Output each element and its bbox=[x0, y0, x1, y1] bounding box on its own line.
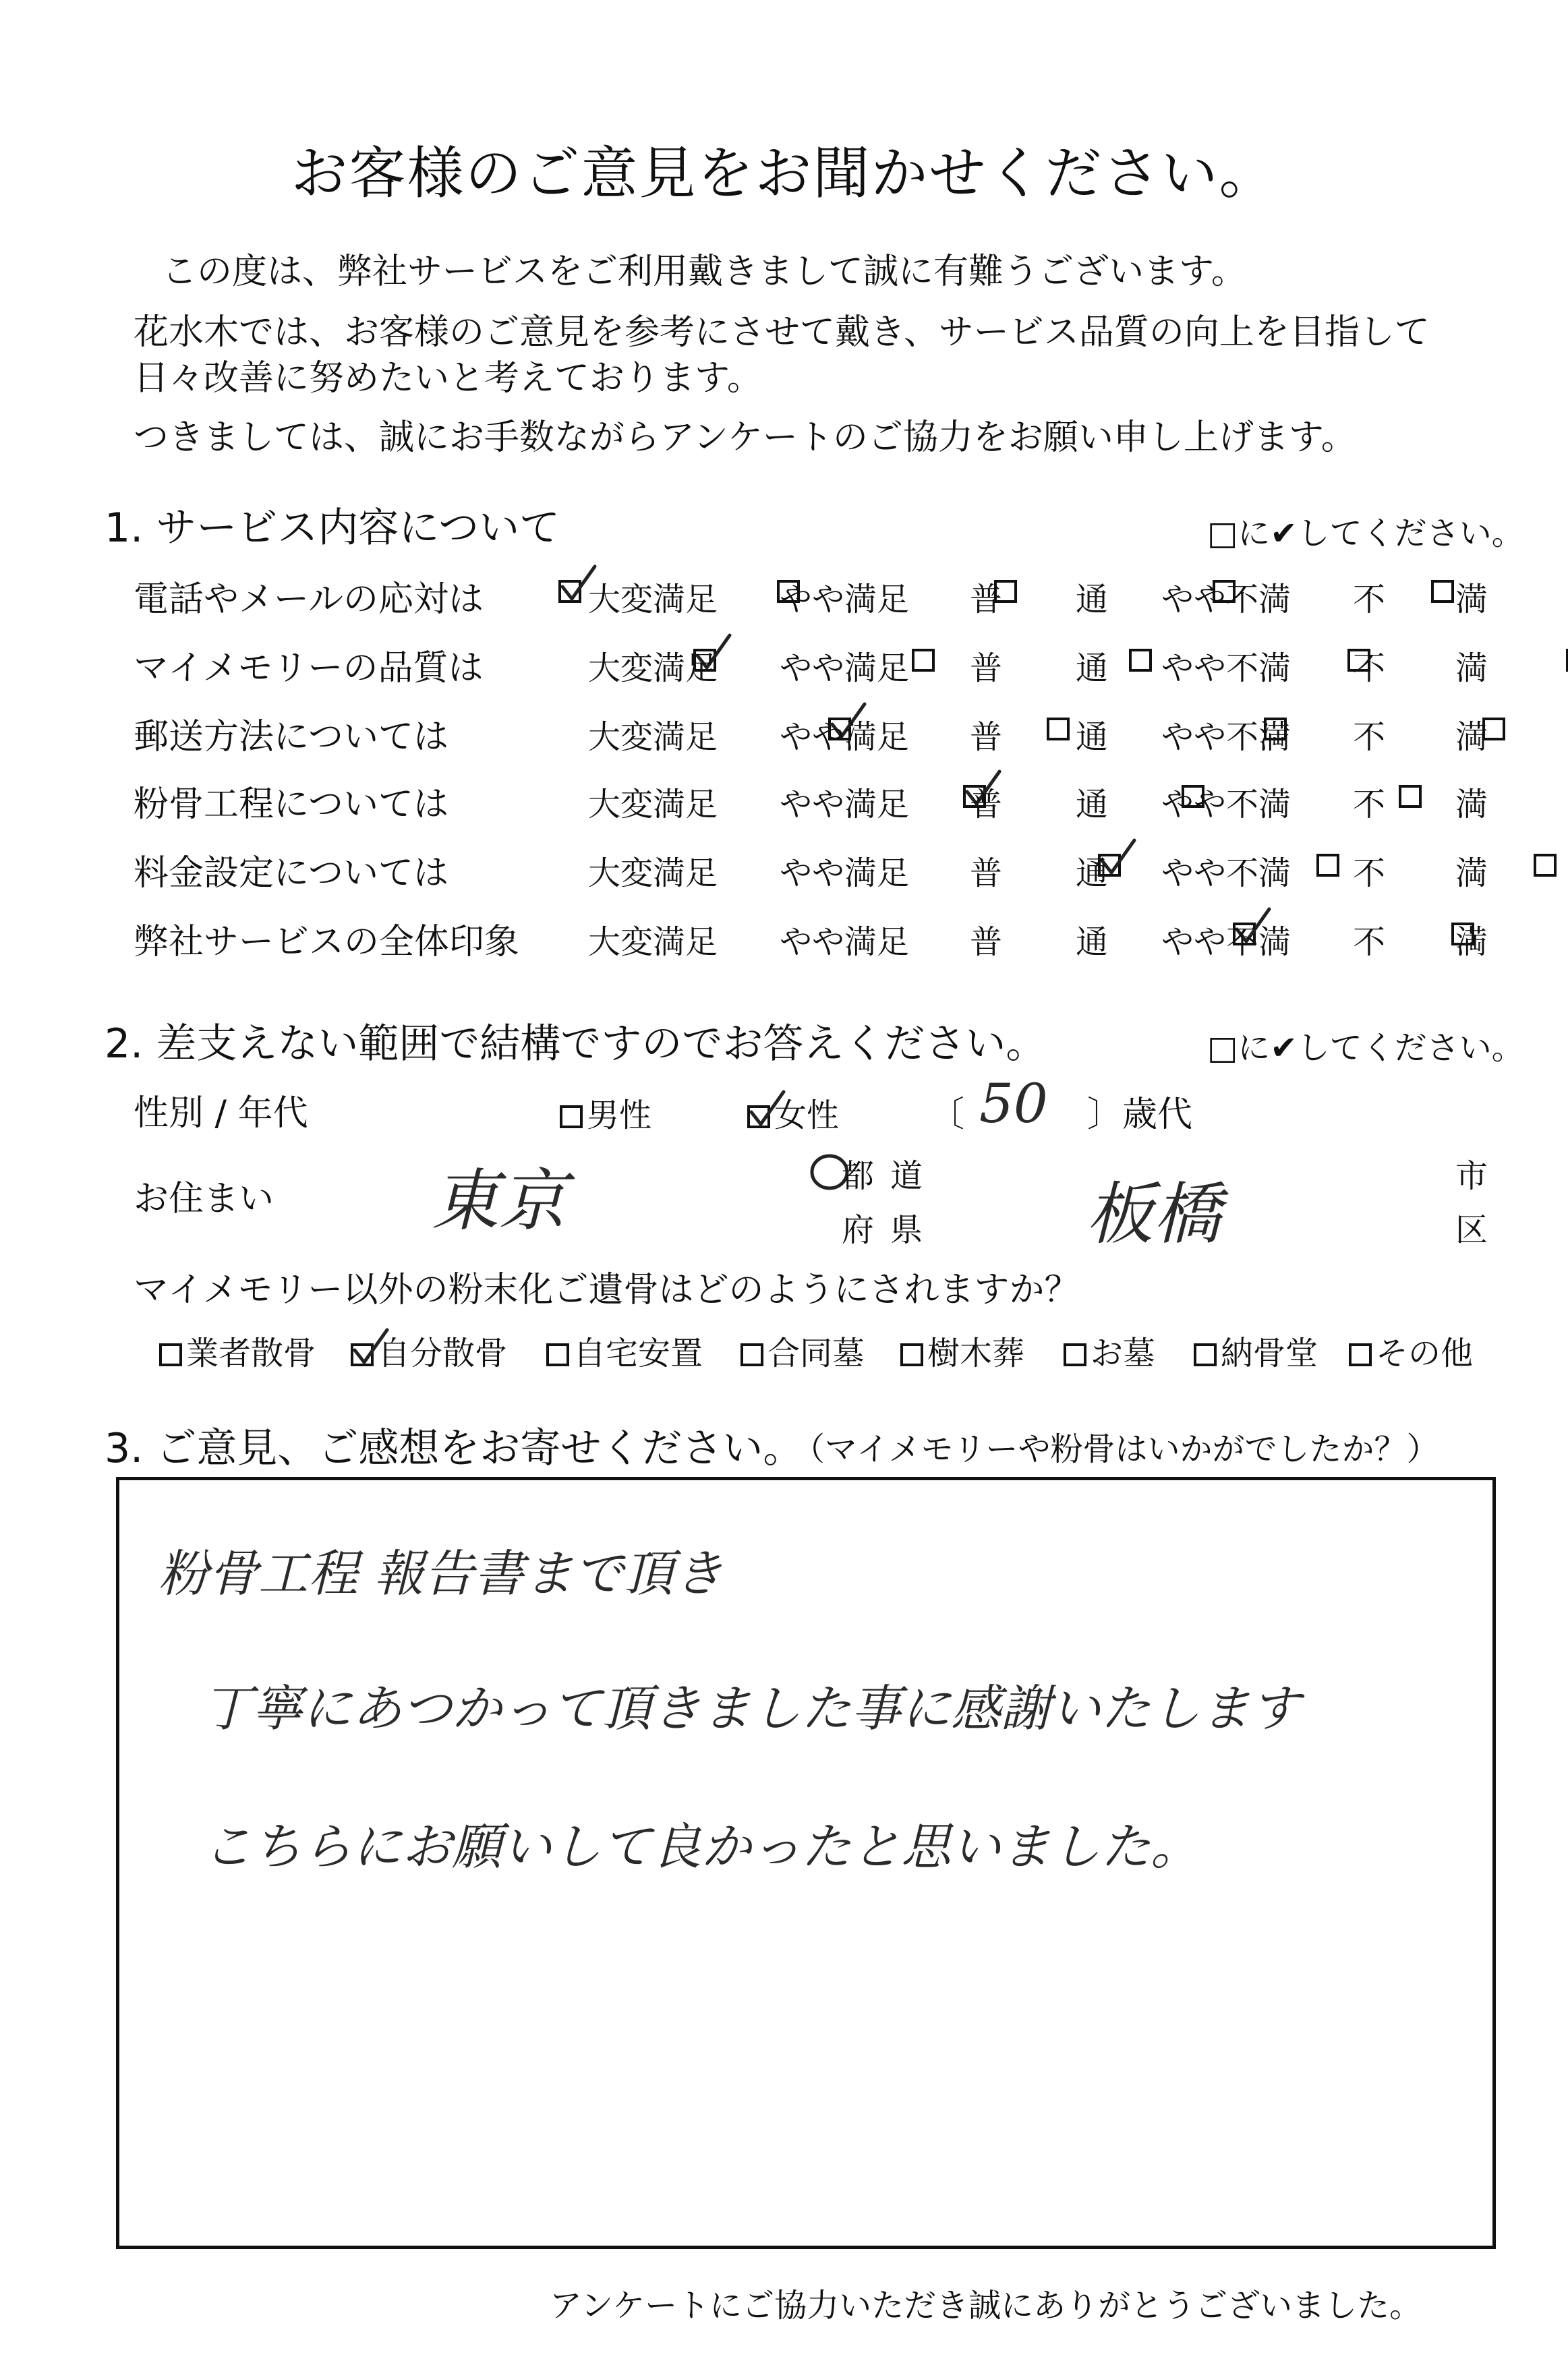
satisfaction-checkbox[interactable] bbox=[1316, 854, 1339, 877]
prefecture-suffix-to: 都 bbox=[842, 1157, 875, 1195]
remains-method-checkbox[interactable] bbox=[1349, 1343, 1372, 1366]
section2-hint: □に✔してください。 bbox=[1207, 1029, 1524, 1067]
satisfaction-option-label: 満 bbox=[1455, 854, 1488, 892]
row-label: 郵送方法については bbox=[134, 717, 448, 757]
remains-method-label: 樹木葬 bbox=[927, 1335, 1025, 1372]
satisfaction-option-label: 通 bbox=[1076, 649, 1109, 687]
intro-line-1: この度は、弊社サービスをご利用戴きまして誠に有難うございます。 bbox=[162, 252, 1246, 292]
satisfaction-checkbox[interactable] bbox=[1399, 785, 1422, 808]
remains-method-option[interactable] bbox=[1064, 1327, 1155, 1374]
satisfaction-checkbox[interactable] bbox=[1534, 854, 1557, 877]
satisfaction-checkbox[interactable] bbox=[1431, 580, 1454, 603]
remains-method-option[interactable] bbox=[1349, 1327, 1473, 1374]
gender-male-checkbox[interactable] bbox=[560, 1105, 583, 1128]
row-label: マイメモリーの品質は bbox=[134, 648, 484, 689]
city-suffix-ku: 区 bbox=[1455, 1211, 1488, 1249]
row-label: 粉骨工程については bbox=[134, 784, 448, 825]
age-bracket-open: 〔 bbox=[929, 1094, 965, 1135]
prefecture-suffix-fu: 府 bbox=[842, 1211, 875, 1249]
prefecture-suffix-ken: 県 bbox=[890, 1211, 923, 1249]
remains-method-option[interactable] bbox=[741, 1327, 865, 1374]
satisfaction-option-label: 普 bbox=[970, 718, 1003, 756]
section3-heading: 3. ご意見、ご感想をお寄せください。 bbox=[105, 1425, 804, 1472]
remains-method-checkbox[interactable] bbox=[900, 1343, 923, 1366]
satisfaction-option-label: 通 bbox=[1076, 854, 1109, 892]
remains-method-label: 自分散骨 bbox=[378, 1335, 508, 1372]
footer-thanks: アンケートにご協力いただき誠にありがとうございました。 bbox=[550, 2287, 1422, 2325]
address-label: お住まい bbox=[134, 1179, 274, 1219]
age-value[interactable]: 50 bbox=[979, 1072, 1048, 1135]
comment-line-3: こちらにお願いして良かったと思いました。 bbox=[202, 1818, 1200, 1876]
remains-method-checkbox[interactable] bbox=[1194, 1343, 1217, 1366]
row-label: 料金設定については bbox=[134, 853, 448, 894]
gender-female-option[interactable]: 女性 bbox=[747, 1089, 839, 1136]
page-title: お客様のご意見をお聞かせください。 bbox=[291, 140, 1277, 206]
satisfaction-option-label: 普 bbox=[970, 854, 1003, 892]
satisfaction-option-label: やや不満 bbox=[1161, 718, 1291, 756]
satisfaction-option-label: 満 bbox=[1455, 923, 1488, 961]
remains-method-label: その他 bbox=[1376, 1335, 1474, 1372]
remains-method-label: 業者散骨 bbox=[186, 1335, 316, 1372]
satisfaction-option-label: 通 bbox=[1076, 718, 1109, 756]
satisfaction-option-label: 通 bbox=[1076, 581, 1109, 618]
remains-method-option[interactable] bbox=[159, 1327, 316, 1374]
satisfaction-option-label: 大変満足 bbox=[588, 923, 718, 961]
check-mark-icon bbox=[351, 1327, 390, 1369]
satisfaction-option-label: やや満足 bbox=[780, 649, 910, 687]
remains-method-option[interactable] bbox=[546, 1327, 703, 1374]
satisfaction-option-label: 大変満足 bbox=[588, 854, 718, 892]
satisfaction-checkbox[interactable] bbox=[1047, 718, 1070, 740]
section2-heading: 2. 差支えない範囲で結構ですのでお答えください。 bbox=[105, 1020, 1047, 1068]
remains-method-checkbox[interactable] bbox=[546, 1343, 569, 1366]
satisfaction-option-label: やや不満 bbox=[1161, 786, 1291, 823]
remains-method-label: 自宅安置 bbox=[573, 1335, 703, 1372]
remains-method-option[interactable] bbox=[351, 1327, 507, 1374]
satisfaction-option-label: 普 bbox=[970, 786, 1003, 823]
satisfaction-option-label: やや満足 bbox=[780, 718, 910, 756]
satisfaction-checkbox[interactable] bbox=[1129, 649, 1152, 672]
satisfaction-option-label: 普 bbox=[970, 649, 1003, 687]
satisfaction-option-label: 大変満足 bbox=[588, 718, 718, 756]
section1-heading: 1. サービス内容について bbox=[105, 504, 560, 552]
row-label: 弊社サービスの全体印象 bbox=[134, 922, 520, 962]
intro-line-4: つきましては、誠にお手数ながらアンケートのご協力をお願い申し上げます。 bbox=[134, 417, 1356, 458]
remains-method-option[interactable] bbox=[1194, 1327, 1318, 1374]
satisfaction-option-label: 大変満足 bbox=[588, 786, 718, 823]
satisfaction-option-label: やや不満 bbox=[1161, 923, 1291, 961]
remains-method-label: 合同墓 bbox=[767, 1335, 865, 1372]
remains-method-label: お墓 bbox=[1091, 1335, 1156, 1372]
satisfaction-option-label: 満 bbox=[1455, 649, 1488, 687]
remains-method-checkbox[interactable] bbox=[159, 1343, 182, 1366]
satisfaction-option-label: 不 bbox=[1353, 923, 1386, 961]
satisfaction-option-label: 不 bbox=[1353, 649, 1386, 687]
satisfaction-option-label: やや満足 bbox=[780, 923, 910, 961]
remains-method-checkbox[interactable] bbox=[1064, 1343, 1086, 1366]
satisfaction-option-label: 満 bbox=[1455, 718, 1488, 756]
satisfaction-option-label: 通 bbox=[1076, 923, 1109, 961]
satisfaction-option-label: やや満足 bbox=[780, 581, 910, 618]
intro-line-2: 花水木では、お客様のご意見を参考にさせて戴き、サービス品質の向上を目指して bbox=[134, 312, 1430, 353]
city-value[interactable]: 板橋 bbox=[1086, 1175, 1221, 1254]
age-bracket-close: 〕歳代 bbox=[1087, 1094, 1193, 1135]
satisfaction-option-label: 不 bbox=[1353, 854, 1386, 892]
satisfaction-checkbox[interactable] bbox=[912, 649, 935, 672]
gender-male-option[interactable]: 男性 bbox=[560, 1089, 651, 1136]
remains-method-checkbox[interactable] bbox=[741, 1343, 763, 1366]
intro-line-3: 日々改善に努めたいと考えております。 bbox=[134, 358, 762, 399]
satisfaction-option-label: 満 bbox=[1455, 786, 1488, 823]
satisfaction-option-label: 普 bbox=[970, 923, 1003, 961]
satisfaction-option-label: 満 bbox=[1455, 581, 1488, 618]
satisfaction-option-label: やや不満 bbox=[1161, 649, 1291, 687]
prefecture-suffix-do: 道 bbox=[890, 1157, 923, 1195]
satisfaction-option-label: やや満足 bbox=[780, 854, 910, 892]
satisfaction-option-label: 普 bbox=[970, 581, 1003, 618]
section3-subheading: （マイメモリーや粉骨はいかがでしたか？） bbox=[792, 1430, 1439, 1468]
satisfaction-option-label: 大変満足 bbox=[588, 581, 718, 618]
gender-age-label: 性別 / 年代 bbox=[134, 1093, 308, 1134]
satisfaction-option-label: 不 bbox=[1353, 718, 1386, 756]
satisfaction-option-label: 大変満足 bbox=[588, 649, 718, 687]
comment-line-2: 丁寧にあつかって頂きました事に感謝いたします bbox=[202, 1680, 1300, 1738]
gender-female-checkbox[interactable] bbox=[747, 1105, 770, 1128]
remains-question: マイメモリー以外の粉末化ご遺骨はどのようにされますか？ bbox=[134, 1270, 1080, 1310]
city-suffix-shi: 市 bbox=[1455, 1157, 1488, 1195]
row-label: 電話やメールの応対は bbox=[134, 579, 484, 620]
check-mark-icon bbox=[747, 1089, 786, 1131]
satisfaction-option-label: 不 bbox=[1353, 581, 1386, 618]
remains-method-option[interactable] bbox=[900, 1327, 1024, 1374]
satisfaction-option-label: 不 bbox=[1353, 786, 1386, 823]
prefecture-value[interactable]: 東京 bbox=[432, 1161, 567, 1240]
remains-method-label: 納骨堂 bbox=[1221, 1335, 1318, 1372]
satisfaction-option-label: やや不満 bbox=[1161, 581, 1291, 618]
satisfaction-option-label: やや満足 bbox=[780, 786, 910, 823]
comment-line-1: 粉骨工程 報告書まで頂き bbox=[158, 1545, 724, 1603]
satisfaction-option-label: やや不満 bbox=[1161, 854, 1291, 892]
satisfaction-checkbox[interactable] bbox=[558, 580, 581, 603]
satisfaction-option-label: 通 bbox=[1076, 786, 1109, 823]
remains-method-checkbox[interactable] bbox=[351, 1343, 374, 1366]
section1-hint: □に✔してください。 bbox=[1207, 515, 1524, 552]
